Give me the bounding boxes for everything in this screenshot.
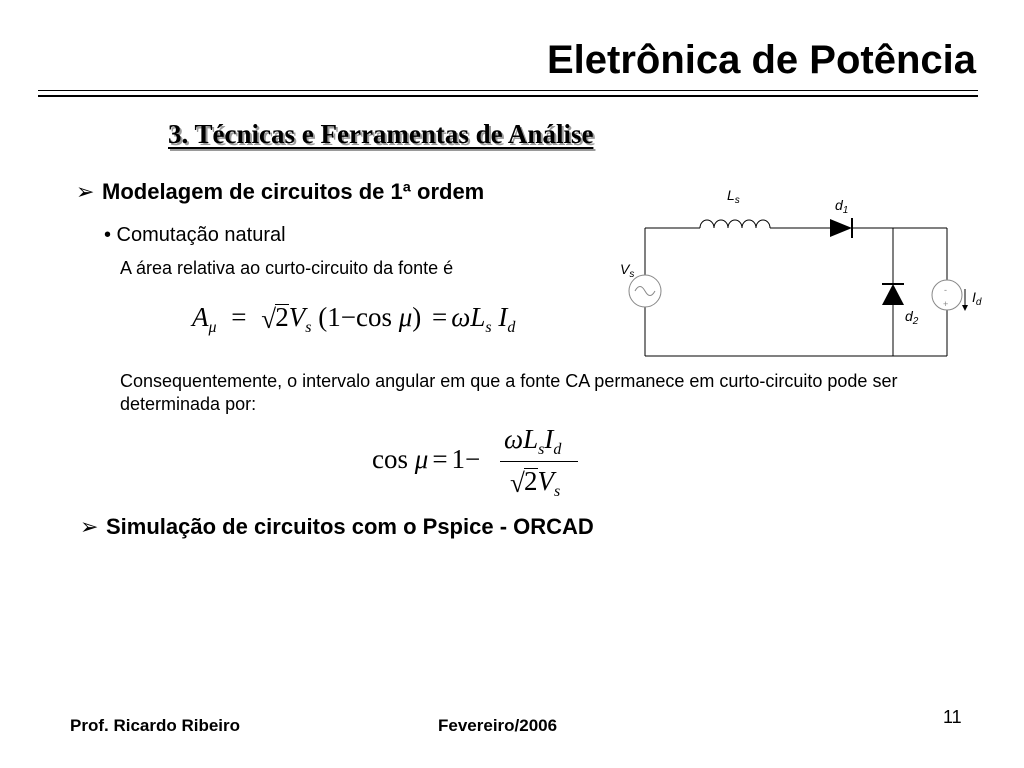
circuit-diagram xyxy=(605,180,995,370)
footer-author: Prof. Ricardo Ribeiro xyxy=(70,716,241,735)
label-Id: $I_d$ xyxy=(972,289,982,308)
eq1-paren-close: ) xyxy=(412,302,422,332)
eq2-denominator xyxy=(510,466,561,500)
sub-bullet-comutacao: • Comutação natural xyxy=(104,224,286,246)
bullet-modelagem-text: Modelagem de circuitos de 1ª ordem xyxy=(102,179,485,204)
eq2-cos: cos xyxy=(372,444,408,474)
page-number: 11 xyxy=(943,707,962,727)
eq1-V: V xyxy=(288,302,306,332)
eq1-V-sub: s xyxy=(305,319,312,336)
eq2-L: L xyxy=(523,424,539,454)
eq2-two: 2 xyxy=(524,466,538,496)
eq1-mu: μ xyxy=(398,302,413,332)
eq2-mu: μ xyxy=(414,444,429,474)
label-Ls: $L_s$ xyxy=(727,187,740,206)
label-d1: $d_1$ xyxy=(835,197,849,216)
eq2-equals: = xyxy=(432,444,448,474)
label-d2: $d_2$ xyxy=(905,308,919,327)
bullet-simulacao xyxy=(80,514,594,540)
equation-cos-mu xyxy=(372,424,612,508)
current-source-minus: - xyxy=(944,285,947,295)
label-Vs: $V_s$ xyxy=(620,261,635,280)
eq1-L: L xyxy=(470,302,486,332)
eq1-L-sub: s xyxy=(485,319,492,336)
eq1-omega: ω xyxy=(451,302,471,332)
sqrt-icon: √ xyxy=(261,304,277,334)
title-rule-bottom xyxy=(38,95,978,97)
eq1-equals: = xyxy=(231,302,247,332)
bullet-simulacao-text: Simulação de circuitos com o Pspice - ORCAD xyxy=(106,514,594,539)
current-arrow-icon xyxy=(962,305,968,311)
eq1-cos: cos xyxy=(355,302,392,332)
eq2-minus: − xyxy=(465,444,481,474)
paragraph-area: A área relativa ao curto-circuito da fonte é xyxy=(120,258,454,278)
footer-date: Fevereiro/2006 xyxy=(438,716,558,735)
bullet-modelagem xyxy=(76,179,484,205)
current-source-plus: + xyxy=(943,299,949,309)
eq1-I-sub: d xyxy=(507,319,516,336)
eq2-V-sub: s xyxy=(554,483,561,500)
eq2-one: 1 xyxy=(451,444,466,474)
arrow-bullet-icon: ➢ xyxy=(80,514,99,539)
eq2-numerator xyxy=(504,424,562,458)
inductor-ls xyxy=(700,220,770,228)
eq1-two: 2 xyxy=(275,302,289,332)
equation-area xyxy=(192,302,516,336)
eq2-omega: ω xyxy=(504,424,524,454)
section-heading: 3. Técnicas e Ferramentas de Análise xyxy=(168,119,594,149)
eq2-L-sub: s xyxy=(538,441,545,458)
eq1-A-sub: μ xyxy=(208,319,217,336)
eq2-V: V xyxy=(537,466,554,496)
page-title: Eletrônica de Potência xyxy=(546,38,976,82)
eq1-sqrt xyxy=(261,302,289,333)
diode-d2-icon xyxy=(882,284,904,305)
eq1-paren-open: (1 xyxy=(318,302,341,332)
eq2-fraction-bar xyxy=(500,461,578,462)
paragraph-intervalo: Consequentemente, o intervalo angular em que a fonte CA permanece em curto-circuito pode ser determinada por: xyxy=(120,371,898,414)
eq2-I: I xyxy=(544,424,554,454)
eq1-A: A xyxy=(192,302,209,332)
sqrt-icon: √ xyxy=(510,468,525,498)
title-rule-top xyxy=(38,90,978,91)
eq2-I-sub: d xyxy=(553,441,562,458)
eq1-minus: − xyxy=(340,302,356,332)
arrow-bullet-icon: ➢ xyxy=(76,179,95,204)
eq1-equals-2: = xyxy=(432,302,448,332)
diode-d1-icon xyxy=(830,219,852,237)
eq2-sqrt xyxy=(510,466,538,497)
eq1-I: I xyxy=(498,302,508,332)
